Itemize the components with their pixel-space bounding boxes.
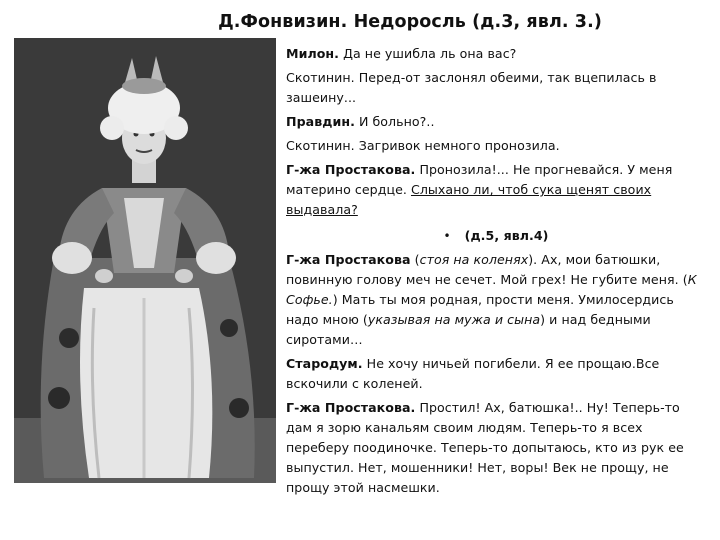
line-skotinin-1: Скотинин. Перед-от заслонял обеими, так вцепилась в зашеину... <box>286 70 657 105</box>
line-prostakova-1 <box>286 160 706 220</box>
line-prostakova-3 <box>286 398 706 498</box>
text-fragment: ) и над бедными сиротами… <box>286 312 651 347</box>
section-marker <box>286 226 706 246</box>
stage-direction: К Софье. <box>286 272 697 307</box>
line-text: Пронозила!... Не прогневайся. У меня материно сердце. <box>286 162 673 197</box>
slide-title: Д.Фонвизин. Недоросль (д.3, явл. 3.) <box>218 12 602 32</box>
speaker-milon: Милон. <box>286 46 340 61</box>
text-fragment: ) Мать ты моя родная, прости меня. Умилосердись надо мною ( <box>286 292 674 327</box>
stage-direction: указывая на мужа и сына <box>367 312 541 327</box>
line-pravdin <box>286 112 706 132</box>
line-skotinin-2: Скотинин. Загривок немного пронозила. <box>286 138 560 153</box>
speaker-prostakova: Г-жа Простакова. <box>286 162 416 177</box>
underlined-quote: Слыхано ли, чтоб сука щенят своих выдавала? <box>286 182 652 217</box>
actress-photo <box>14 38 276 483</box>
speaker-prostakova: Г-жа Простакова <box>286 252 411 267</box>
line-text: Простил! Ах, батюшка!.. Ну! Теперь-то дам я зорю канальям своим людям. Теперь-то я всех переберу поодиночке. Теперь-то допытаюсь, кто из рук ее выпустил. Нет, мошенники! Нет, воры! Век не прощу, не прощу этой насмешки. <box>286 400 684 495</box>
speaker-starodum: Стародум. <box>286 356 363 371</box>
line-milon <box>286 44 706 64</box>
dialogue-text <box>286 44 706 502</box>
text-fragment: ). Ах, мои батюшки, повинную голову меч не сечет. Мой грех! Не губите меня. ( <box>286 252 688 287</box>
line-starodum <box>286 354 706 394</box>
costume-figure-illustration <box>14 38 276 483</box>
speaker-pravdin: Правдин. <box>286 114 355 129</box>
bullet-icon: • <box>443 229 451 243</box>
line-prostakova-2 <box>286 250 706 350</box>
line-text: Да не ушибла ль она вас? <box>339 46 517 61</box>
stage-direction: стоя на коленях <box>419 252 529 267</box>
line-text: И больно?.. <box>354 114 435 129</box>
section-label: (д.5, явл.4) <box>464 228 549 243</box>
line-text: Не хочу ничьей погибели. Я ее прощаю.Все вскочили с коленей. <box>286 356 660 391</box>
speaker-prostakova: Г-жа Простакова. <box>286 400 416 415</box>
text-fragment: ( <box>410 252 420 267</box>
